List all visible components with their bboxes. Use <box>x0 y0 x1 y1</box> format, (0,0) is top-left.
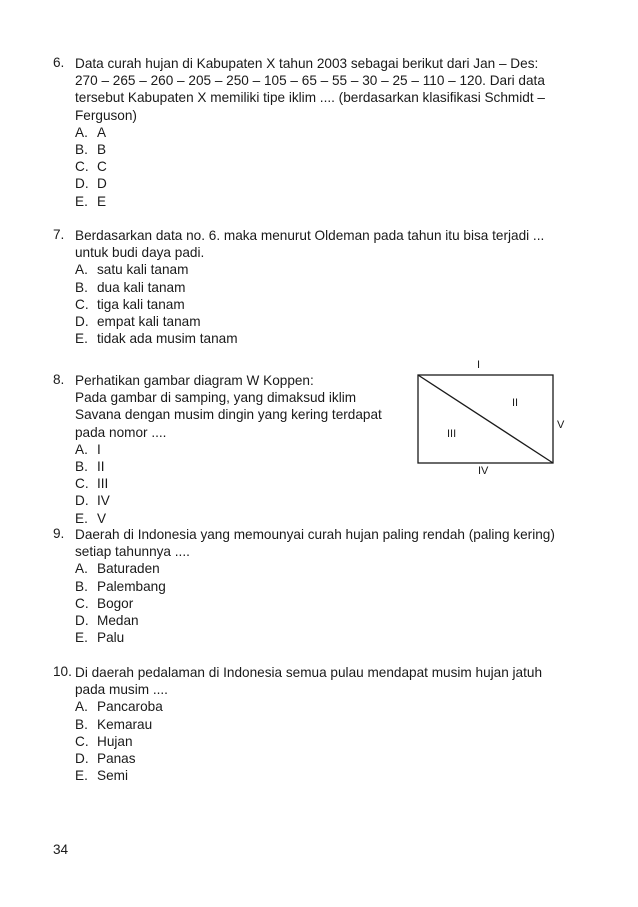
option-letter: E. <box>75 193 88 209</box>
question-10 <box>53 664 568 784</box>
option-letter: D. <box>75 613 89 629</box>
option <box>75 578 568 595</box>
option-letter: E. <box>75 331 88 347</box>
option <box>75 767 568 784</box>
option-letter: D. <box>75 493 89 509</box>
option-letter: B. <box>75 716 88 732</box>
option-letter: A. <box>75 124 88 140</box>
option-text: dua kali tanam <box>97 279 186 295</box>
question-number: 7. <box>53 227 65 242</box>
option-text: II <box>97 459 105 475</box>
stem-line: tersebut Kabupaten X memiliki tipe iklim .... (berdasarkan klasifikasi Schmidt – <box>75 90 545 106</box>
option-letter: A. <box>75 441 88 457</box>
option-letter: D. <box>75 176 89 192</box>
page-number: 34 <box>53 842 69 857</box>
option-text: empat kali tanam <box>97 314 201 330</box>
option <box>75 612 568 629</box>
stem-line: setiap tahunnya .... <box>75 544 190 560</box>
option-text: I <box>97 441 101 457</box>
option <box>75 750 568 767</box>
question-stem <box>75 526 568 560</box>
option-text: satu kali tanam <box>97 262 189 278</box>
question-8 <box>53 372 393 527</box>
stem-line: pada nomor .... <box>75 424 167 440</box>
option-text: Medan <box>97 613 139 629</box>
option <box>75 175 568 192</box>
options-list <box>75 124 568 210</box>
option <box>75 560 568 577</box>
diagram-diagonal <box>418 375 553 463</box>
question-number: 10. <box>53 664 72 679</box>
option-letter: C. <box>75 296 89 312</box>
option-text: Pancaroba <box>97 699 163 715</box>
option-letter: C. <box>75 476 89 492</box>
option-letter: B. <box>75 578 88 594</box>
options-list <box>75 441 393 527</box>
question-9 <box>53 526 568 646</box>
question-stem <box>75 372 393 441</box>
option-letter: C. <box>75 159 89 175</box>
koppen-diagram <box>405 355 575 480</box>
option <box>75 629 568 646</box>
diagram-label-i: I <box>477 359 481 371</box>
option-letter: B. <box>75 279 88 295</box>
stem-line: Data curah hujan di Kabupaten X tahun 2003 sebagai berikut dari Jan – Des: <box>75 56 539 71</box>
option <box>75 510 393 527</box>
option <box>75 261 568 278</box>
options-list <box>75 560 568 646</box>
option-text: Baturaden <box>97 561 160 577</box>
option <box>75 458 393 475</box>
option-text: Kemarau <box>97 716 153 732</box>
option-text: B <box>97 142 107 158</box>
option-text: V <box>97 510 107 526</box>
option-text: tiga kali tanam <box>97 296 185 312</box>
option-letter: E. <box>75 768 88 784</box>
option-text: IV <box>97 493 110 509</box>
question-6 <box>53 55 568 210</box>
stem-line: pada musim .... <box>75 682 168 698</box>
diagram-label-ii: II <box>512 397 519 409</box>
stem-line: Berdasarkan data no. 6. maka menurut Oldeman pada tahun itu bisa terjadi ... <box>75 228 545 243</box>
option-text: Palembang <box>97 578 166 594</box>
option <box>75 158 568 175</box>
option <box>75 733 568 750</box>
question-number: 9. <box>53 526 65 541</box>
option-letter: C. <box>75 733 89 749</box>
option-text: Panas <box>97 751 136 767</box>
option <box>75 193 568 210</box>
question-stem <box>75 227 568 261</box>
question-7 <box>53 227 568 347</box>
option <box>75 698 568 715</box>
option-letter: A. <box>75 262 88 278</box>
option <box>75 141 568 158</box>
option-letter: D. <box>75 314 89 330</box>
option-text: III <box>97 476 109 492</box>
option-text: Hujan <box>97 733 133 749</box>
option-text: D <box>97 176 107 192</box>
stem-line: untuk budi daya padi. <box>75 245 205 261</box>
option <box>75 441 393 458</box>
option-letter: E. <box>75 630 88 646</box>
option-letter: D. <box>75 751 89 767</box>
stem-line: Pada gambar di samping, yang dimaksud iklim <box>75 390 357 406</box>
option-letter: C. <box>75 595 89 611</box>
option-text: E <box>97 193 107 209</box>
options-list <box>75 261 568 347</box>
option-text: Bogor <box>97 595 134 611</box>
stem-line: Ferguson) <box>75 107 137 123</box>
option-letter: B. <box>75 459 88 475</box>
option-text: A <box>97 124 107 140</box>
options-list <box>75 698 568 784</box>
option-text: tidak ada musim tanam <box>97 331 238 347</box>
stem-line: Perhatikan gambar diagram W Koppen: <box>75 373 314 388</box>
option <box>75 595 568 612</box>
option <box>75 279 568 296</box>
option-text: Semi <box>97 768 128 784</box>
stem-line: Daerah di Indonesia yang memounyai curah hujan paling rendah (paling kering) <box>75 527 555 542</box>
question-number: 6. <box>53 55 65 70</box>
diagram-label-iii: III <box>447 428 457 440</box>
option <box>75 330 568 347</box>
diagram-label-iv: IV <box>478 465 489 477</box>
option <box>75 475 393 492</box>
stem-line: Savana dengan musim dingin yang kering terdapat <box>75 407 382 423</box>
option <box>75 313 568 330</box>
option-letter: A. <box>75 699 88 715</box>
option <box>75 296 568 313</box>
option-letter: E. <box>75 510 88 526</box>
option-letter: A. <box>75 561 88 577</box>
question-stem <box>75 664 568 698</box>
option-text: C <box>97 159 107 175</box>
option <box>75 492 393 509</box>
option-text: Palu <box>97 630 125 646</box>
question-number: 8. <box>53 372 65 387</box>
stem-line: 270 – 265 – 260 – 205 – 250 – 105 – 65 – 55 – 30 – 25 – 110 – 120. Dari data <box>75 73 545 89</box>
option <box>75 716 568 733</box>
question-stem <box>75 55 568 124</box>
option-letter: B. <box>75 142 88 158</box>
stem-line: Di daerah pedalaman di Indonesia semua pulau mendapat musim hujan jatuh <box>75 665 543 680</box>
option <box>75 124 568 141</box>
diagram-label-v: V <box>557 419 565 431</box>
